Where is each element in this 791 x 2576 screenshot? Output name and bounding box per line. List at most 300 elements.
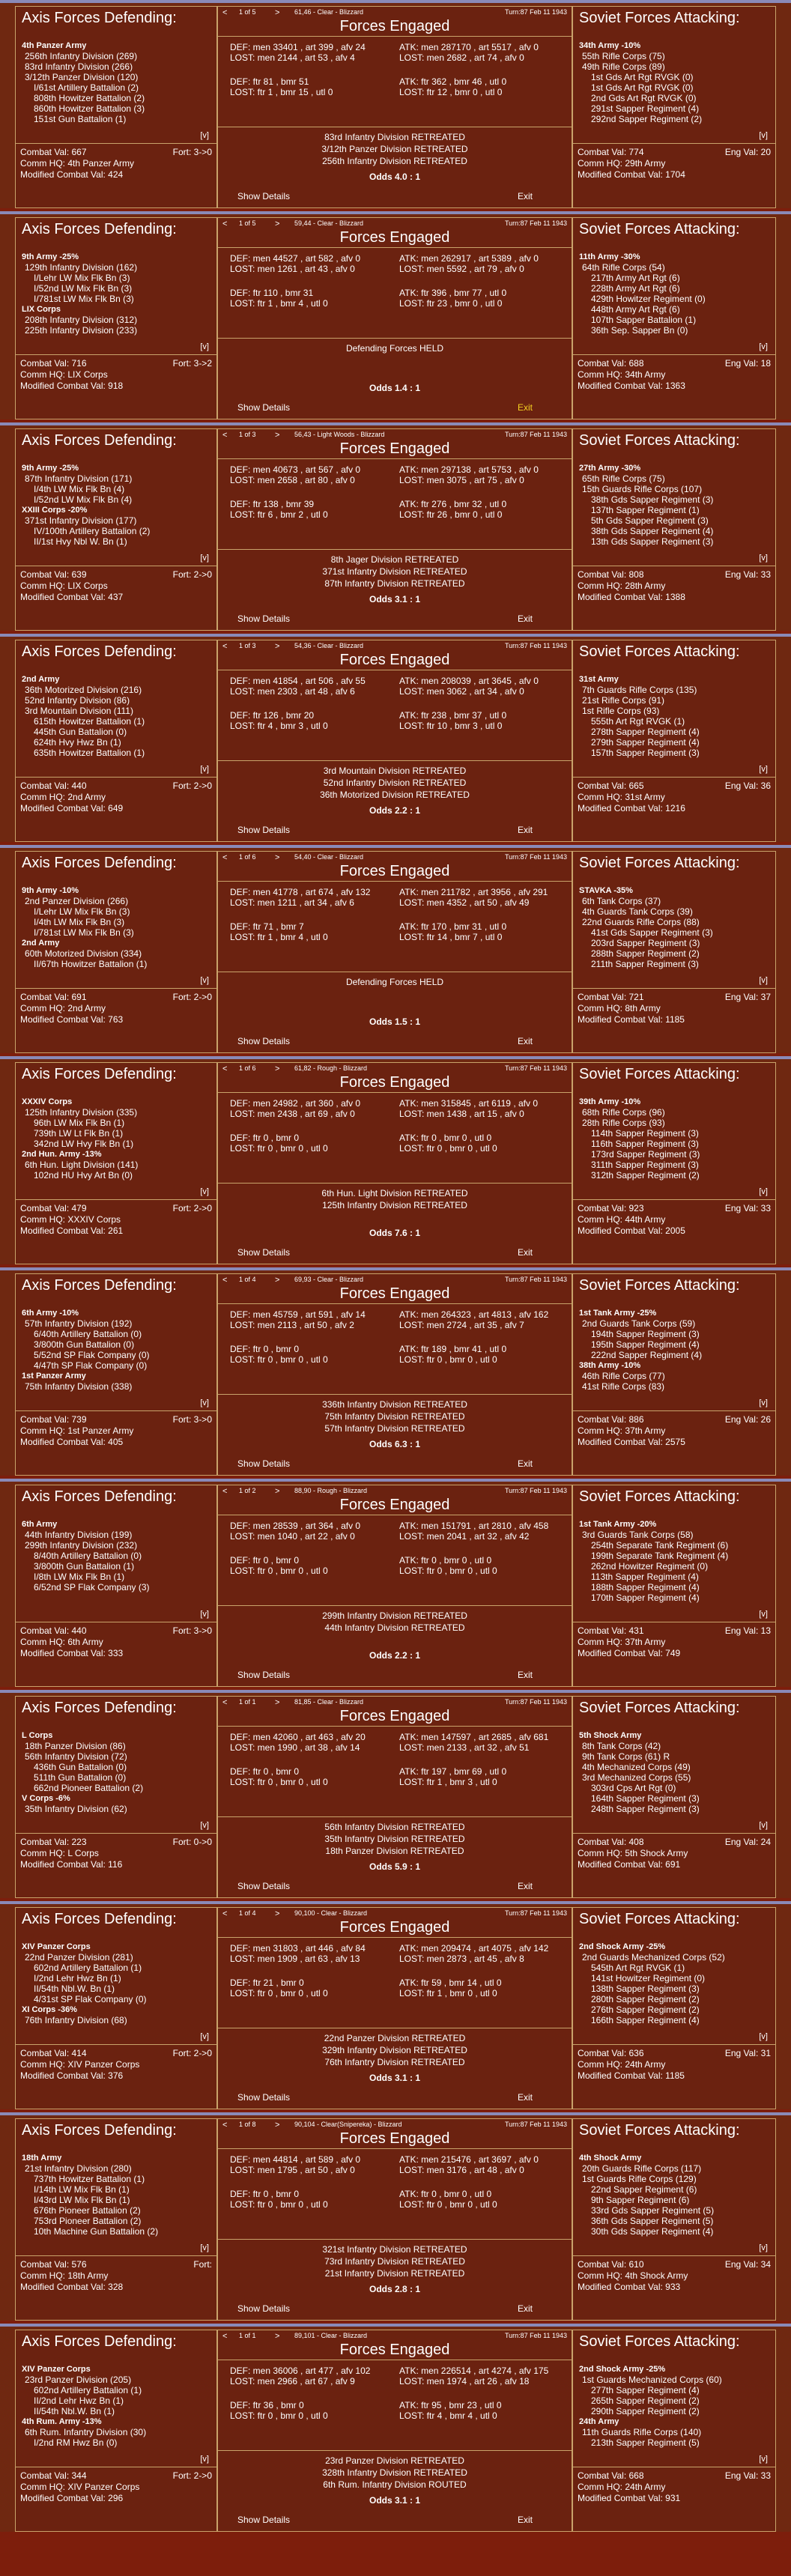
unit-entry[interactable]: 615th Howitzer Battalion (1) [34,716,145,727]
comm-hq-value: 37th Army [625,1425,666,1436]
unit-entry[interactable]: 6th Rum. Infantry Division (30) [25,2427,147,2437]
unit-entry[interactable]: I/14th LW Mix Flk Bn (1) [34,2184,130,2195]
unit-entry[interactable]: 4/31st SP Flak Company (0) [34,1994,147,2004]
unit-entry[interactable]: L Corps [22,1731,53,1740]
expand-units-toggle[interactable]: [v] [759,342,768,351]
show-details-button[interactable]: Show Details [237,1247,291,1258]
unit-entry[interactable]: 3rd Mechanized Corps (55) [582,1772,691,1783]
unit-entry[interactable]: 222nd Sapper Regiment (4) [591,1350,703,1360]
soviet-summary [573,1199,775,1240]
exit-button[interactable]: Exit [517,1881,533,1891]
unit-entry[interactable]: 290th Sapper Regiment (2) [591,2406,700,2416]
unit-entry[interactable]: 20th Guards Rifle Corps (117) [582,2163,702,2174]
unit-entry[interactable]: 5th Shock Army [579,1731,642,1740]
unit-entry[interactable]: 4th Guards Tank Corps (39) [582,906,693,917]
combat-val-label: Combat Val [20,2048,67,2058]
unit-entry[interactable]: 280th Sapper Regiment (2) [591,1994,700,2004]
expand-units-toggle[interactable]: [v] [200,131,209,140]
unit-entry[interactable]: 60th Motorized Division (334) [25,948,142,959]
soviet-summary [573,566,775,606]
unit-entry[interactable]: 436th Gun Battalion (0) [34,1762,127,1772]
unit-entry[interactable]: 4th Mechanized Corps (49) [582,1762,691,1772]
unit-entry[interactable]: 312th Sapper Regiment (2) [591,1170,700,1181]
unit-entry[interactable]: 3/800th Gun Battalion (0) [34,1339,135,1350]
unit-entry[interactable]: I/61st Artillery Battalion (2) [34,82,139,93]
expand-units-toggle[interactable]: [v] [200,554,209,563]
next-battle-button[interactable]: > [275,431,280,440]
next-battle-button[interactable]: > [275,1909,280,1918]
next-battle-button[interactable]: > [275,1064,280,1073]
unit-entry[interactable]: 303rd Cps Art Rgt (0) [591,1783,676,1793]
exit-button[interactable]: Exit [517,1670,533,1680]
unit-entry[interactable]: 753rd Pioneer Battalion (2) [34,2216,142,2226]
unit-entry[interactable]: I/4th LW Mix Flk Bn (4) [34,484,125,494]
unit-entry[interactable]: 2nd Shock Army -25% [579,2365,666,2374]
unit-entry[interactable]: 555th Art Rgt RVGK (1) [591,716,685,727]
unit-entry[interactable]: 8th Tank Corps (42) [582,1741,661,1751]
unit-entry[interactable]: 2nd Panzer Division (266) [25,896,129,906]
unit-entry[interactable]: 18th Army [22,2154,62,2163]
unit-entry[interactable]: 9th Army -25% [22,252,79,261]
unit-entry[interactable]: 46th Rifle Corps (77) [582,1371,665,1381]
unit-entry[interactable]: 3/800th Gun Battalion (1) [34,1561,135,1572]
next-battle-button[interactable]: > [275,1698,280,1707]
unit-entry[interactable]: 64th Rifle Corps (54) [582,262,665,273]
unit-entry[interactable]: 28th Rifle Corps (93) [582,1118,665,1128]
unit-entry[interactable]: 262nd Howitzer Regiment (0) [591,1561,709,1572]
expand-units-toggle[interactable]: [v] [759,2243,768,2252]
expand-units-toggle[interactable]: [v] [200,976,209,985]
unit-entry[interactable]: 138th Sapper Regiment (3) [591,1983,700,1994]
unit-entry[interactable]: 11th Army -30% [579,252,640,261]
axis-unit-list [22,1308,212,1392]
unit-entry[interactable]: II/2nd Lehr Hwz Bn (1) [34,2395,124,2406]
unit-entry[interactable]: 448th Army Art Rgt (6) [591,304,680,315]
unit-entry[interactable]: 57th Infantry Division (192) [25,1318,133,1329]
prev-battle-button[interactable]: < [222,1909,228,1918]
unit-entry[interactable]: 35th Infantry Division (62) [25,1804,127,1814]
unit-entry[interactable]: 739th LW Lt Flk Bn (1) [34,1128,124,1139]
unit-entry[interactable]: 38th Gds Sapper Regiment (4) [591,526,714,536]
unit-entry[interactable]: IV/100th Artillery Battalion (2) [34,526,151,536]
unit-entry[interactable]: XXIII Corps -20% [22,506,88,515]
unit-entry[interactable]: 288th Sapper Regiment (2) [591,948,700,959]
next-battle-button[interactable]: > [275,1487,280,1496]
comm-hq-label: Comm HQ [20,581,63,591]
next-battle-button[interactable]: > [275,1276,280,1285]
unit-entry[interactable]: 33rd Gds Sapper Regiment (5) [591,2205,715,2216]
soviet-forces-box [572,2118,776,2321]
unit-entry[interactable]: 21st Rifle Corps (91) [582,695,665,706]
unit-entry[interactable]: 34th Army -10% [579,41,641,50]
unit-entry[interactable]: 38th Army -10% [579,1361,641,1370]
soviet-combat-val: Combat Val: 721 [578,992,644,1002]
unit-entry[interactable]: 18th Panzer Division (86) [25,1741,126,1751]
unit-entry[interactable]: 65th Rifle Corps (75) [582,473,665,484]
unit-entry[interactable]: 2nd Gds Art Rgt RVGK (0) [591,93,697,103]
unit-entry[interactable]: 203rd Sapper Regiment (3) [591,938,700,948]
expand-units-toggle[interactable]: [v] [200,765,209,774]
unit-entry[interactable]: 137th Sapper Regiment (1) [591,505,700,515]
unit-entry[interactable]: 429th Howitzer Regiment (0) [591,294,706,304]
unit-entry[interactable]: 27th Army -30% [579,464,641,473]
unit-entry[interactable]: 254th Separate Tank Regiment (6) [591,1540,729,1551]
unit-entry[interactable]: 1st Panzer Army [22,1372,86,1381]
comm-hq-label: Comm HQ [20,158,63,169]
expand-units-toggle[interactable]: [v] [759,976,768,985]
unit-entry[interactable]: 39th Army -10% [579,1097,641,1106]
unit-entry[interactable]: 1st Tank Army -20% [579,1520,657,1529]
unit-entry[interactable]: 199th Separate Tank Regiment (4) [591,1551,729,1561]
next-battle-button[interactable]: > [275,642,280,651]
unit-entry[interactable]: 166th Sapper Regiment (4) [591,2015,700,2025]
unit-entry[interactable]: 9th Army -10% [22,886,79,895]
unit-entry[interactable]: 311th Sapper Regiment (3) [591,1160,699,1170]
expand-units-toggle[interactable]: [v] [759,1821,768,1830]
expand-units-toggle[interactable]: [v] [200,1821,209,1830]
unit-entry[interactable]: 44th Infantry Division (199) [25,1530,133,1540]
prev-battle-button[interactable]: < [222,219,228,228]
unit-entry[interactable]: 68th Rifle Corps (96) [582,1107,665,1118]
unit-entry[interactable]: 56th Infantry Division (72) [25,1751,127,1762]
unit-entry[interactable]: 36th Gds Sapper Regiment (5) [591,2216,714,2226]
show-details-button[interactable]: Show Details [237,402,291,413]
expand-units-toggle[interactable]: [v] [759,131,768,140]
unit-entry[interactable]: 6th Tank Corps (37) [582,896,661,906]
results-divider [218,2239,572,2240]
unit-entry[interactable]: 3rd Mountain Division (111) [25,706,133,716]
unit-entry[interactable]: 6th Army [22,1520,58,1529]
axis-hq-row [20,2270,212,2282]
show-details-button[interactable]: Show Details [237,191,291,201]
unit-entry[interactable]: II/67th Howitzer Battalion (1) [34,959,148,969]
show-details-button[interactable]: Show Details [237,2092,291,2103]
unit-entry[interactable]: 87th Infantry Division (171) [25,473,133,484]
unit-entry[interactable]: 52nd Infantry Division (86) [25,695,130,706]
unit-entry[interactable]: 860th Howitzer Battalion (3) [34,103,145,114]
unit-entry[interactable]: 194th Sapper Regiment (3) [591,1329,700,1339]
unit-entry[interactable]: 129th Infantry Division (162) [25,262,138,273]
show-details-button[interactable]: Show Details [237,613,291,624]
unit-entry[interactable]: 114th Sapper Regiment (3) [591,1128,699,1139]
unit-entry[interactable]: I/43rd LW Mix Flk Bn (1) [34,2195,130,2205]
unit-entry[interactable]: 4th Panzer Army [22,41,87,50]
unit-entry[interactable]: 49th Rifle Corps (89) [582,61,665,72]
unit-entry[interactable]: 22nd Sapper Regiment (6) [591,2184,697,2195]
eng-val-value: 31 [760,2048,771,2058]
expand-units-toggle[interactable]: [v] [200,2455,209,2464]
unit-entry[interactable]: 75th Infantry Division (338) [25,1381,133,1392]
unit-entry[interactable]: I/4th LW Mix Flk Bn (3) [34,917,125,927]
unit-entry[interactable]: 9th Tank Corps (61) R [582,1751,670,1762]
atk-air-lost: LOST: ftr 1 , bmr 0 , utl 0 [399,1988,497,1998]
unit-entry[interactable]: 6/40th Artillery Battalion (0) [34,1329,142,1339]
exit-button[interactable]: Exit [517,1458,533,1469]
soviet-modified-combat-val: Modified Combat Val: 1185 [578,2070,685,2081]
unit-entry[interactable]: 5/52nd SP Flak Company (0) [34,1350,150,1360]
unit-entry[interactable]: 21st Infantry Division (280) [25,2163,132,2174]
unit-entry[interactable]: 6th Army -10% [22,1309,79,1318]
unit-entry[interactable]: 278th Sapper Regiment (4) [591,727,700,737]
unit-entry[interactable]: II/54th Nbl.W. Bn (1) [34,2406,115,2416]
exit-button[interactable]: Exit [517,191,533,201]
expand-units-toggle[interactable]: [v] [200,2032,209,2041]
prev-battle-button[interactable]: < [222,8,228,17]
hex-terrain-weather: 69,93 - Clear - Blizzard [294,1276,364,1283]
soviet-combat-row [578,569,771,581]
unit-entry[interactable]: 11th Guards Rifle Corps (140) [582,2427,702,2437]
exit-button[interactable]: Exit [517,2092,533,2103]
expand-units-toggle[interactable]: [v] [759,2455,768,2464]
next-battle-button[interactable]: > [275,2332,280,2341]
unit-entry[interactable]: 195th Sapper Regiment (4) [591,1339,700,1350]
combat-val-value: 808 [628,569,644,580]
unit-entry[interactable]: 2nd Army [22,939,60,948]
unit-entry[interactable]: 292nd Sapper Regiment (2) [591,114,703,124]
unit-entry[interactable]: 22nd Guards Rifle Corps (88) [582,917,700,927]
unit-entry[interactable]: 13th Gds Sapper Regiment (3) [591,536,714,547]
unit-entry[interactable]: 8/40th Artillery Battalion (0) [34,1551,142,1561]
unit-entry[interactable]: I/8th LW Mix Flk Bn (1) [34,1572,125,1582]
unit-entry[interactable]: 188th Sapper Regiment (4) [591,1582,700,1592]
prev-battle-button[interactable]: < [222,431,228,440]
unit-entry[interactable]: 737th Howitzer Battalion (1) [34,2174,145,2184]
exit-button[interactable]: Exit [517,402,533,413]
unit-entry[interactable]: 170th Sapper Regiment (4) [591,1592,700,1603]
unit-entry[interactable]: II/54th Nbl.W. Bn (1) [34,1983,115,1994]
battle-nav-bar [222,642,567,651]
unit-entry[interactable]: 1st Guards Rifle Corps (129) [582,2174,697,2184]
result-line: 75th Infantry Division RETREATED [324,1411,465,1422]
expand-units-toggle[interactable]: [v] [200,1610,209,1619]
expand-units-toggle[interactable]: [v] [759,554,768,563]
combat-results [218,2032,572,2068]
unit-entry[interactable]: 36th Sep. Sapper Bn (0) [591,325,688,336]
unit-entry[interactable]: 808th Howitzer Battalion (2) [34,93,145,103]
unit-entry[interactable]: 15th Guards Rifle Corps (107) [582,484,703,494]
unit-entry[interactable]: I/52nd LW Mix Flk Bn (4) [34,494,133,505]
unit-entry[interactable]: XXXIV Corps [22,1097,73,1106]
unit-entry[interactable]: 38th Gds Sapper Regiment (3) [591,494,714,505]
unit-entry[interactable]: 256th Infantry Division (269) [25,51,138,61]
unit-entry[interactable]: 6th Hun. Light Division (141) [25,1160,139,1170]
unit-entry[interactable]: 371st Infantry Division (177) [25,515,137,526]
unit-entry[interactable]: I/781st LW Mix Flk Bn (3) [34,927,134,938]
comm-hq-label: Comm HQ [578,158,620,169]
unit-entry[interactable]: 279th Sapper Regiment (4) [591,737,700,748]
unit-entry[interactable]: 22nd Panzer Division (281) [25,1952,133,1963]
unit-entry[interactable]: 9th Sapper Regiment (6) [591,2195,690,2205]
unit-entry[interactable]: 277th Sapper Regiment (4) [591,2385,700,2395]
unit-entry[interactable]: 76th Infantry Division (68) [25,2015,127,2025]
prev-battle-button[interactable]: < [222,2121,228,2130]
prev-battle-button[interactable]: < [222,1698,228,1707]
soviet-forces-box [572,1062,776,1264]
unit-entry[interactable]: 635th Howitzer Battalion (1) [34,748,145,758]
unit-entry[interactable]: 291st Sapper Regiment (4) [591,103,700,114]
exit-button[interactable]: Exit [517,1247,533,1258]
unit-entry[interactable]: 1st Rifle Corps (93) [582,706,660,716]
unit-entry[interactable]: 116th Sapper Regiment (3) [591,1139,699,1149]
unit-entry[interactable]: 342nd LW Hvy Flk Bn (1) [34,1139,134,1149]
unit-entry[interactable]: 248th Sapper Regiment (3) [591,1804,700,1814]
modified-combat-val-label: Modified Combat Val [578,1859,661,1870]
unit-entry[interactable]: 511th Gun Battalion (0) [34,1772,127,1783]
unit-entry[interactable]: 2nd Shock Army -25% [579,1942,666,1951]
unit-entry[interactable]: 1st Gds Art Rgt RVGK (0) [591,82,694,93]
exit-button[interactable]: Exit [517,1036,533,1046]
unit-entry[interactable]: 2nd Guards Mechanized Corps (52) [582,1952,725,1963]
unit-entry[interactable]: 1st Guards Mechanized Corps (60) [582,2375,722,2385]
unit-entry[interactable]: 225th Infantry Division (233) [25,325,138,336]
unit-entry[interactable]: 4th Rum. Army -13% [22,2417,102,2426]
unit-entry[interactable]: 10th Machine Gun Battalion (2) [34,2226,159,2237]
turn-date: Turn:87 Feb 11 1943 [504,642,567,649]
expand-units-toggle[interactable]: [v] [759,1187,768,1196]
expand-units-toggle[interactable]: [v] [759,1610,768,1619]
show-details-button[interactable]: Show Details [237,2303,291,2314]
unit-entry[interactable]: 23rd Panzer Division (205) [25,2375,132,2385]
unit-entry[interactable]: 30th Gds Sapper Regiment (4) [591,2226,714,2237]
unit-entry[interactable]: 141st Howitzer Regiment (0) [591,1973,706,1983]
atk-men-stats: ATK: men 262917 , art 5389 , afv 0 [399,253,539,264]
unit-entry[interactable]: V Corps -6% [22,1794,70,1803]
axis-summary [16,566,216,606]
unit-entry[interactable]: 41st Rifle Corps (83) [582,1381,665,1392]
expand-units-toggle[interactable]: [v] [759,765,768,774]
next-battle-button[interactable]: > [275,219,280,228]
unit-entry[interactable]: 4th Shock Army [579,2154,642,2163]
prev-battle-button[interactable]: < [222,1487,228,1496]
show-details-button[interactable]: Show Details [237,1881,291,1891]
prev-battle-button[interactable]: < [222,1276,228,1285]
unit-entry[interactable]: 164th Sapper Regiment (3) [591,1793,700,1804]
unit-entry[interactable]: 113th Sapper Regiment (4) [591,1572,699,1582]
unit-entry[interactable]: 208th Infantry Division (312) [25,315,138,325]
unit-entry[interactable]: II/1st Hvy Nbl W. Bn (1) [34,536,127,547]
unit-entry[interactable]: 213th Sapper Regiment (5) [591,2437,700,2448]
unit-entry[interactable]: STAVKA -35% [579,886,633,895]
unit-entry[interactable]: XIV Panzer Corps [22,2365,91,2374]
unit-entry[interactable]: 3rd Guards Tank Corps (58) [582,1530,694,1540]
axis-summary [16,2467,216,2507]
unit-entry[interactable]: 9th Army -25% [22,464,79,473]
atk-men-lost: LOST: men 5592 , art 79 , afv 0 [399,264,524,274]
unit-entry[interactable]: 36th Motorized Division (216) [25,685,142,695]
unit-entry[interactable]: 125th Infantry Division (335) [25,1107,138,1118]
unit-entry[interactable]: 228th Army Art Rgt (6) [591,283,680,294]
result-line: 57th Infantry Division RETREATED [324,1423,465,1434]
atk-men-stats: ATK: men 315845 , art 6119 , afv 0 [399,1098,538,1109]
unit-entry[interactable]: 445th Gun Battalion (0) [34,727,127,737]
def-men-stats: DEF: men 45759 , art 591 , afv 14 [230,1309,366,1320]
unit-entry[interactable]: 41st Gds Sapper Regiment (3) [591,927,713,938]
next-battle-button[interactable]: > [275,2121,280,2130]
exit-button[interactable]: Exit [517,613,533,624]
prev-battle-button[interactable]: < [222,1064,228,1073]
soviet-combat-row [578,1414,771,1425]
unit-entry[interactable]: 2nd Hun. Army -13% [22,1150,102,1159]
unit-entry[interactable]: 7th Guards Rifle Corps (135) [582,685,697,695]
expand-units-toggle[interactable]: [v] [200,342,209,351]
unit-entry[interactable]: 276th Sapper Regiment (2) [591,2004,700,2015]
next-battle-button[interactable]: > [275,8,280,17]
exit-button[interactable]: Exit [517,825,533,835]
combat-val-value: 688 [628,358,644,369]
unit-entry[interactable]: 1st Gds Art Rgt RVGK (0) [591,72,694,82]
unit-entry[interactable]: 107th Sapper Battalion (1) [591,315,697,325]
prev-battle-button[interactable]: < [222,642,228,651]
show-details-button[interactable]: Show Details [237,825,291,835]
unit-entry[interactable]: I/2nd Lehr Hwz Bn (1) [34,1973,121,1983]
unit-entry[interactable]: 96th LW Mix Flk Bn (1) [34,1118,125,1128]
show-details-button[interactable]: Show Details [237,1670,291,1680]
next-battle-button[interactable]: > [275,853,280,862]
unit-entry[interactable]: 151st Gun Battalion (1) [34,114,127,124]
show-details-button[interactable]: Show Details [237,1036,291,1046]
unit-entry[interactable]: I/Lehr LW Mix Flk Bn (3) [34,906,130,917]
unit-entry[interactable]: 265th Sapper Regiment (2) [591,2395,700,2406]
show-details-button[interactable]: Show Details [237,1458,291,1469]
unit-entry[interactable]: I/781st LW Mix Flk Bn (3) [34,294,134,304]
unit-entry[interactable]: 624th Hvy Hwz Bn (1) [34,737,121,748]
expand-units-toggle[interactable]: [v] [200,1187,209,1196]
exit-button[interactable]: Exit [517,2303,533,2314]
unit-entry[interactable]: 24th Army [579,2417,619,2426]
unit-entry[interactable]: I/52nd LW Mix Flk Bn (3) [34,283,133,294]
unit-entry[interactable]: 1st Tank Army -25% [579,1309,657,1318]
unit-entry[interactable]: 2nd Army [22,675,60,684]
unit-entry[interactable]: 55th Rifle Corps (75) [582,51,665,61]
expand-units-toggle[interactable]: [v] [759,1398,768,1407]
unit-entry[interactable]: XIV Panzer Corps [22,1942,91,1951]
exit-button[interactable]: Exit [517,2515,533,2525]
unit-entry[interactable]: 217th Army Art Rgt (6) [591,273,680,283]
unit-entry[interactable]: 211th Sapper Regiment (3) [591,959,699,969]
unit-entry[interactable]: 83rd Infantry Division (266) [25,61,133,72]
unit-entry[interactable]: 31st Army [579,675,619,684]
unit-entry[interactable]: 5th Gds Sapper Regiment (3) [591,515,709,526]
unit-entry[interactable]: 299th Infantry Division (232) [25,1540,138,1551]
unit-entry[interactable]: 676th Pioneer Battalion (2) [34,2205,141,2216]
modified-combat-val-value: 424 [108,169,124,180]
unit-entry[interactable]: 662nd Pioneer Battalion (2) [34,1783,144,1793]
unit-entry[interactable]: 2nd Guards Tank Corps (59) [582,1318,696,1329]
show-details-button[interactable]: Show Details [237,2515,291,2525]
expand-units-toggle[interactable]: [v] [200,1398,209,1407]
unit-entry[interactable]: 602nd Artillery Battalion (1) [34,2385,142,2395]
unit-entry[interactable]: 6/52nd SP Flak Company (3) [34,1582,150,1592]
combat-val-label: Combat Val [20,781,67,791]
unit-entry[interactable]: LIX Corps [22,305,61,314]
eng-val: Eng Val: 20 [724,147,771,157]
unit-entry[interactable]: 602nd Artillery Battalion (1) [34,1963,142,1973]
unit-entry[interactable]: 545th Art Rgt RVGK (1) [591,1963,685,1973]
unit-entry[interactable]: 157th Sapper Regiment (3) [591,748,700,758]
unit-entry[interactable]: I/Lehr LW Mix Flk Bn (3) [34,273,130,283]
unit-entry[interactable]: 102nd HU Hvy Art Bn (0) [34,1170,133,1181]
expand-units-toggle[interactable]: [v] [200,2243,209,2252]
unit-entry[interactable]: I/2nd RM Hwz Bn (0) [34,2437,118,2448]
prev-battle-button[interactable]: < [222,853,228,862]
prev-battle-button[interactable]: < [222,2332,228,2341]
result-line: 8th Jager Division RETREATED [330,554,459,565]
unit-entry[interactable]: XI Corps -36% [22,2005,77,2014]
expand-units-toggle[interactable]: [v] [759,2032,768,2041]
unit-entry[interactable]: 173rd Sapper Regiment (3) [591,1149,700,1160]
unit-entry[interactable]: 4/47th SP Flak Company (0) [34,1360,148,1371]
unit-entry[interactable]: 3/12th Panzer Division (120) [25,72,139,82]
